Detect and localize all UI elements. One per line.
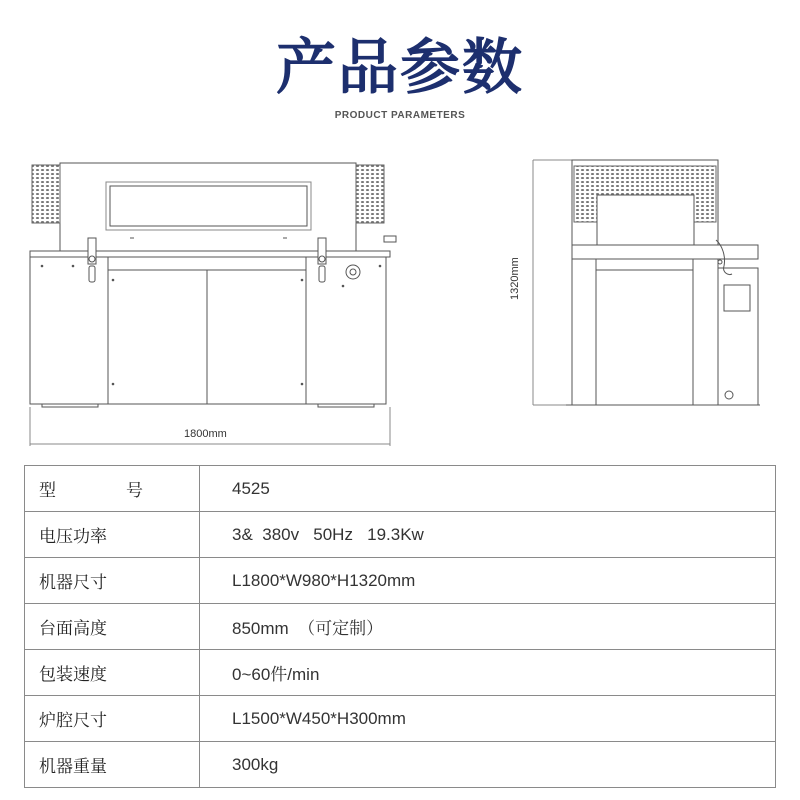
param-label: 炉腔尺寸: [25, 696, 200, 742]
param-label: 电压功率: [25, 512, 200, 558]
table-row: [25, 696, 776, 742]
param-label: 机器重量: [25, 742, 200, 788]
parameters-table: [24, 465, 776, 788]
param-value: L1800*W980*H1320mm: [200, 558, 776, 604]
param-value: 4525: [200, 466, 776, 512]
table-row: [25, 512, 776, 558]
param-value: 0~60件/min: [200, 650, 776, 696]
param-label-char: 型: [39, 481, 56, 501]
front-view: [30, 163, 396, 446]
width-dimension-label: 1800mm: [184, 428, 227, 440]
param-label: [25, 466, 200, 512]
page-subtitle: PRODUCT PARAMETERS: [334, 110, 466, 121]
table-row: [25, 604, 776, 650]
param-value: 3& 380v 50Hz 19.3Kw: [200, 512, 776, 558]
param-value: L1500*W450*H300mm: [200, 696, 776, 742]
param-label-char: 号: [126, 481, 143, 501]
table-row: [25, 558, 776, 604]
height-dimension-label: 1320mm: [509, 257, 521, 300]
param-value: 300kg: [200, 742, 776, 788]
side-view: [533, 160, 760, 405]
param-value: 850mm （可定制）: [200, 604, 776, 650]
table-row: [25, 742, 776, 788]
table-row: [25, 650, 776, 696]
param-label: 机器尺寸: [25, 558, 200, 604]
page-title: 产品参数: [276, 33, 524, 103]
param-label: 台面高度: [25, 604, 200, 650]
table-row: [25, 466, 776, 512]
param-label: 包装速度: [25, 650, 200, 696]
